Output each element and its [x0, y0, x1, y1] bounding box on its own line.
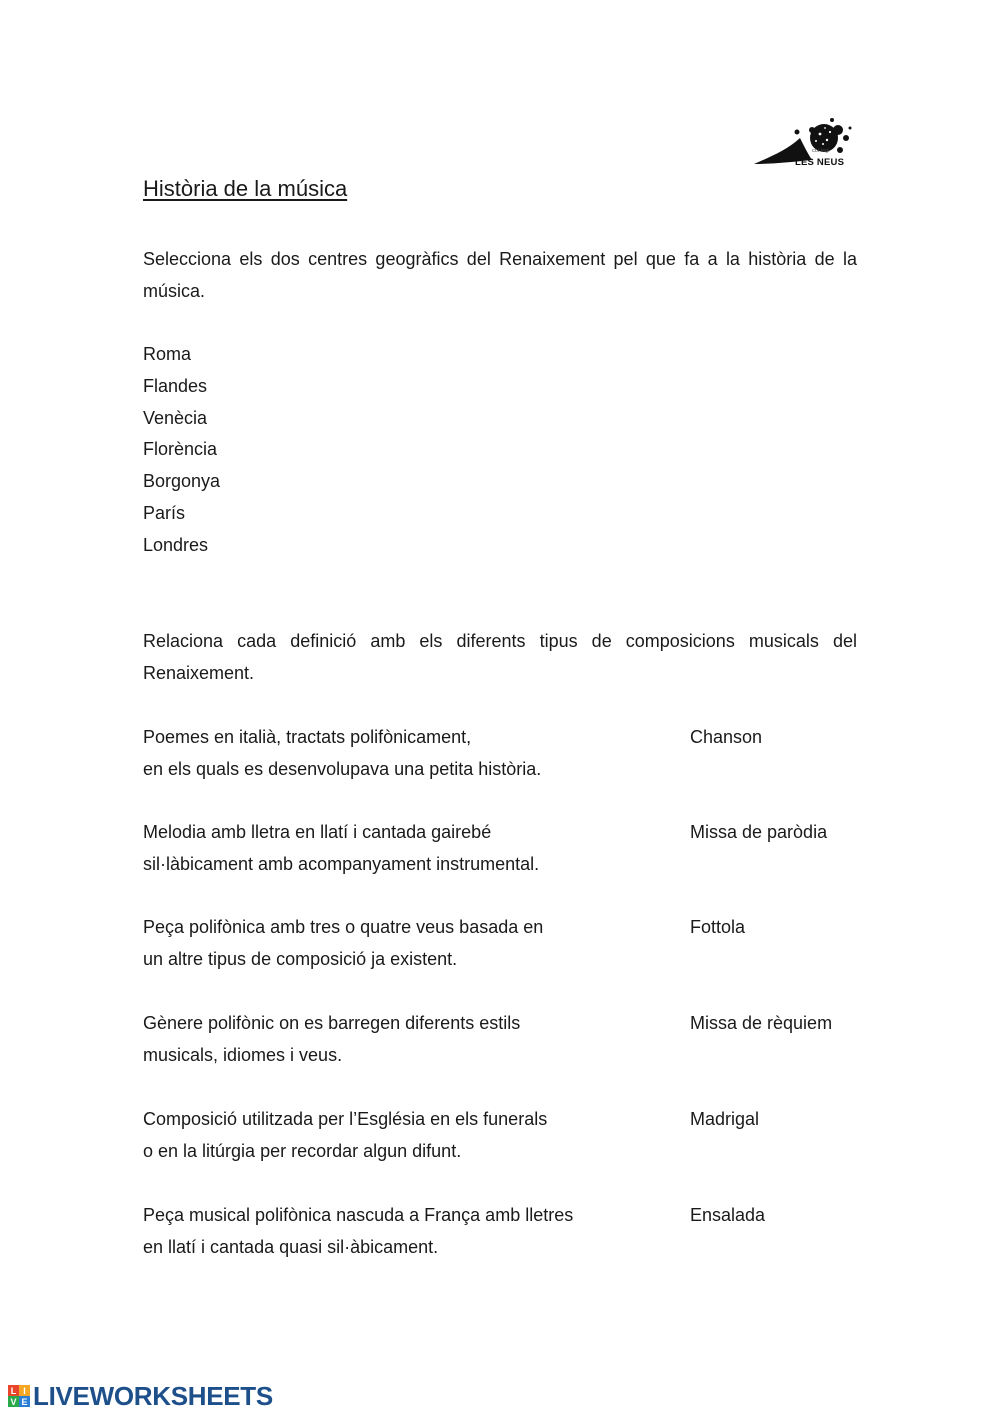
logo-subtitle: col·legi — [812, 148, 830, 154]
city-option[interactable]: Florència — [143, 439, 218, 460]
badge-letter: E — [19, 1396, 30, 1407]
definition[interactable] — [143, 721, 663, 785]
page-title: Història de la música — [143, 176, 348, 201]
matching-pair — [143, 816, 863, 880]
city-options-list — [143, 339, 220, 562]
composition-term[interactable]: Madrigal — [690, 1109, 760, 1129]
badge-letter: L — [8, 1385, 19, 1396]
definition[interactable] — [143, 1103, 663, 1167]
composition-term[interactable]: Missa de rèquiem — [690, 1013, 833, 1033]
definition[interactable] — [143, 1007, 663, 1071]
composition-term[interactable]: Fottola — [690, 917, 746, 937]
matching-pair — [143, 911, 863, 975]
logo-name: LES NEUS — [795, 157, 845, 168]
section1-instruction: Selecciona els dos centres geogràfics del Renaixement pel que fa a la història de la música. — [143, 249, 857, 301]
city-option[interactable]: Roma — [143, 344, 192, 364]
badge-letter: I — [19, 1385, 30, 1396]
composition-term[interactable]: Missa de paròdia — [690, 822, 828, 842]
definition-line: Gènere polifònic on es barregen diferents estils — [143, 1013, 521, 1033]
city-option[interactable]: Londres — [143, 534, 209, 555]
liveworksheets-brand: LIVEWORKSHEETS — [33, 1380, 273, 1411]
composition-term[interactable]: Ensalada — [690, 1205, 766, 1225]
matching-pair — [143, 721, 863, 785]
matching-pair — [143, 1103, 863, 1167]
liveworksheets-footer — [8, 1381, 273, 1411]
definition-line: en els quals es desenvolupava una petita història. — [143, 759, 542, 779]
definition[interactable] — [143, 816, 663, 880]
definition[interactable] — [143, 1199, 663, 1263]
city-option[interactable]: Flandes — [143, 375, 208, 396]
definition-line: sil·làbicament amb acompanyament instrumental. — [143, 854, 540, 874]
liveworksheets-logo-icon — [8, 1385, 30, 1407]
city-option[interactable]: París — [143, 502, 186, 523]
definition-line: musicals, idiomes i veus. — [143, 1045, 343, 1065]
definition-line: o en la litúrgia per recordar algun difunt. — [143, 1141, 462, 1161]
definition-line: Peça musical polifònica nascuda a França amb lletres — [143, 1205, 574, 1225]
city-option[interactable]: Borgonya — [143, 471, 221, 492]
definition-line: un altre tipus de composició ja existent. — [143, 949, 458, 969]
section2-instruction: Relaciona cada definició amb els diferents tipus de composicions musicals del Renaixement. — [143, 631, 857, 683]
matching-pair — [143, 1007, 863, 1071]
definition-line: Composició utilitzada per l’Església en els funerals — [143, 1109, 548, 1129]
definition-line: Poemes en italià, tractats polifònicament, — [143, 727, 472, 747]
definition-line: Melodia amb lletra en llatí i cantada gairebé — [143, 822, 492, 842]
definition[interactable] — [143, 911, 663, 975]
city-option[interactable]: Venècia — [143, 407, 208, 428]
composition-term[interactable]: Chanson — [690, 727, 763, 747]
definition-line: en llatí i cantada quasi sil·àbicament. — [143, 1237, 439, 1257]
definition-line: Peça polifònica amb tres o quatre veus basada en — [143, 917, 544, 937]
matching-pair — [143, 1199, 863, 1263]
badge-letter: V — [8, 1396, 19, 1407]
